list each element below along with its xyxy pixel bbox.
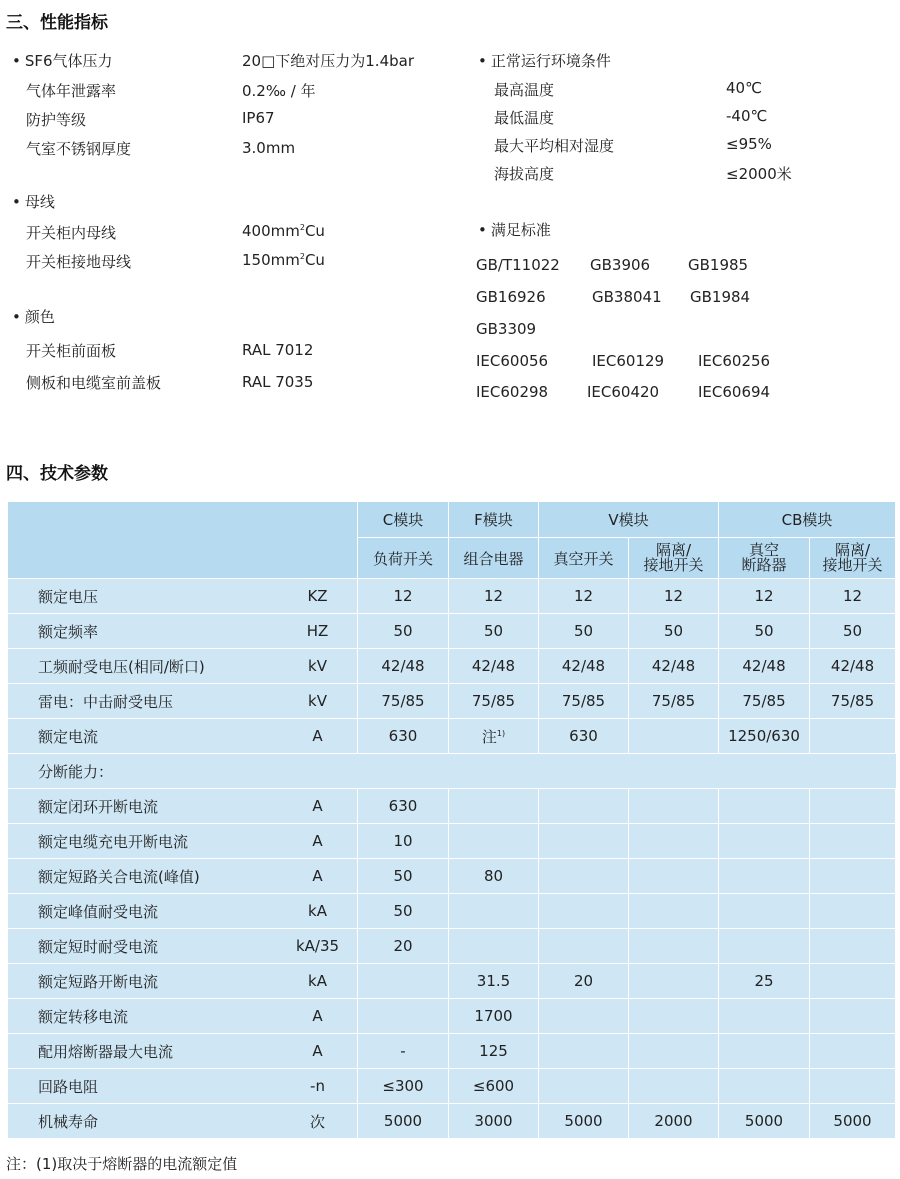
busbar-ground-value: $150mm^2Cu$ [242,251,325,269]
cell-value: 42/48 [719,649,810,684]
row-unit: KZ [278,579,358,614]
cell-value [629,719,719,754]
device-header: 负荷开关 [358,538,449,579]
busbar-inner-value: $400mm^2Cu$ [242,222,325,240]
table-section-row [8,754,896,789]
cell-value: 10 [358,824,449,859]
cell-value: 75/85 [358,684,449,719]
cell-value [539,824,629,859]
cell-value [719,1034,810,1069]
cell-value [539,999,629,1034]
cell-value: 42/48 [539,649,629,684]
cell-value: 20 [358,929,449,964]
busbar-ground-label: 开关柜接地母线 [26,253,132,271]
cell-value: 5000 [358,1104,449,1139]
row-unit: -n [278,1069,358,1104]
cell-value: 2000 [629,1104,719,1139]
standards-title: • 满足标准 [478,219,551,240]
altitude-value: ≤2000米 [726,165,792,183]
cell-value [719,999,810,1034]
cell-value [810,929,896,964]
row-unit: kA/35 [278,929,358,964]
cell-value: 12 [449,579,539,614]
cell-value [539,929,629,964]
cell-value: 1250/630 [719,719,810,754]
table-row [8,649,896,684]
table-row [8,929,896,964]
standard-item: IEC60694 [698,383,771,401]
cell-value: 75/85 [629,684,719,719]
row-unit: kA [278,894,358,929]
row-label: 配用熔断器最大电流 [8,1034,278,1069]
cell-value [629,824,719,859]
cell-value: 3000 [449,1104,539,1139]
module-cb-header: CB模块 [719,502,896,538]
cell-value: 630 [358,719,449,754]
module-c-header: C模块 [358,502,449,538]
module-f-header: F模块 [449,502,539,538]
standard-item: GB38041 [592,288,662,306]
cell-value [810,964,896,999]
standard-item: GB1984 [690,288,751,306]
thickness-value: 3.0mm [242,139,296,157]
cell-value [810,719,896,754]
cell-value [719,929,810,964]
device-header: 真空 断路器 [719,538,810,579]
cell-value: 12 [719,579,810,614]
cell-value [810,1069,896,1104]
module-v-header: V模块 [539,502,719,538]
cell-value [629,789,719,824]
color-title: • 颜色 [12,306,55,327]
cell-value [629,929,719,964]
row-label: 分断能力： [8,754,896,789]
standard-item: GB/T11022 [476,256,560,274]
min-temp-label: 最低温度 [494,109,555,127]
table-row [8,999,896,1034]
cell-value: 75/85 [810,684,896,719]
standard-item: IEC60129 [592,352,665,370]
humidity-value: ≤95% [726,135,772,153]
cell-value [449,789,539,824]
cell-value: 630 [539,719,629,754]
footnote: 注：(1)取决于熔断器的电流额定值 [6,1155,238,1173]
cell-value [539,1069,629,1104]
row-label: 额定峰值耐受电流 [8,894,278,929]
row-label: 额定电压 [8,579,278,614]
table-row [8,1034,896,1069]
cell-value [539,859,629,894]
busbar-inner-label: 开关柜内母线 [26,224,117,242]
leak-rate-value: 0.2‰ / 年 [242,82,316,100]
cell-value [810,1034,896,1069]
table-row [8,859,896,894]
protection-value: IP67 [242,109,275,127]
table-row [8,579,896,614]
module-header-row [8,502,896,538]
table-row [8,1104,896,1139]
altitude-label: 海拔高度 [494,165,555,183]
cell-value: 42/48 [449,649,539,684]
row-label: 额定电流 [8,719,278,754]
cell-value: 50 [358,859,449,894]
row-unit: A [278,824,358,859]
cell-value [358,999,449,1034]
device-header: 隔离/ 接地开关 [810,538,896,579]
cell-value: 42/48 [629,649,719,684]
standard-item: GB3906 [590,256,651,274]
sf6-pressure-label: • SF6气体压力 [12,50,113,71]
cell-value: 12 [358,579,449,614]
cell-value: 12 [810,579,896,614]
cell-value: 50 [539,614,629,649]
cell-value [719,789,810,824]
standard-item: IEC60256 [698,352,771,370]
cell-value: 12 [629,579,719,614]
cell-value: 50 [358,894,449,929]
standard-item: IEC60298 [476,383,549,401]
cell-value: 5000 [810,1104,896,1139]
section4-title: 四、技术参数 [6,464,108,484]
cell-value [719,894,810,929]
row-label: 额定转移电流 [8,999,278,1034]
standard-item: GB16926 [476,288,546,306]
cell-value: 5000 [539,1104,629,1139]
row-label: 额定短路开断电流 [8,964,278,999]
cell-value: 50 [629,614,719,649]
busbar-title: • 母线 [12,191,55,212]
row-label: 回路电阻 [8,1069,278,1104]
table-row [8,964,896,999]
max-temp-value: 40℃ [726,79,762,97]
protection-label: 防护等级 [26,111,87,129]
row-label: 额定电缆充电开断电流 [8,824,278,859]
thickness-label: 气室不锈钢厚度 [26,140,132,158]
cell-value [358,964,449,999]
cell-value: 50 [810,614,896,649]
cell-value [629,964,719,999]
standard-item: IEC60056 [476,352,549,370]
cell-value [539,894,629,929]
cell-value [629,894,719,929]
row-label: 额定频率 [8,614,278,649]
cell-value: 5000 [719,1104,810,1139]
row-unit: kV [278,649,358,684]
row-label: 额定短路关合电流(峰值) [8,859,278,894]
cell-value [629,1069,719,1104]
cell-value [719,1069,810,1104]
cell-value: 50 [719,614,810,649]
cell-value: 125 [449,1034,539,1069]
device-header: 隔离/ 接地开关 [629,538,719,579]
cell-value: 25 [719,964,810,999]
cell-value: 20 [539,964,629,999]
cell-value: 1700 [449,999,539,1034]
leak-rate-label: 气体年泄露率 [26,82,117,100]
cell-value [539,789,629,824]
standard-item: IEC60420 [587,383,660,401]
cell-value [719,859,810,894]
cell-value [719,824,810,859]
cell-value: 注$^{1)}$ [449,719,539,754]
row-unit: A [278,859,358,894]
cell-value [629,859,719,894]
row-label: 机械寿命 [8,1104,278,1139]
cell-value: 42/48 [810,649,896,684]
cell-value [449,894,539,929]
table-row [8,614,896,649]
row-unit: kA [278,964,358,999]
cell-value [810,824,896,859]
table-row [8,1069,896,1104]
row-unit: 次 [278,1104,358,1139]
cell-value [810,894,896,929]
front-panel-label: 开关柜前面板 [26,342,117,360]
row-label: 额定短时耐受电流 [8,929,278,964]
cell-value [449,824,539,859]
row-unit: A [278,719,358,754]
table-row [8,684,896,719]
row-label: 雷电：中击耐受电压 [8,684,278,719]
cell-value: 630 [358,789,449,824]
cell-value: 75/85 [449,684,539,719]
cell-value: 31.5 [449,964,539,999]
cell-value [629,1034,719,1069]
cell-value: 50 [358,614,449,649]
cell-value: 80 [449,859,539,894]
row-unit: A [278,999,358,1034]
cell-value [810,859,896,894]
cell-value: 75/85 [539,684,629,719]
row-label: 额定闭环开断电流 [8,789,278,824]
header-blank [8,502,358,579]
cell-value: 50 [449,614,539,649]
tech-params-table [8,502,896,1139]
row-unit: HZ [278,614,358,649]
min-temp-value: -40℃ [726,107,768,125]
cell-value: 75/85 [719,684,810,719]
table-row [8,824,896,859]
cell-value: 12 [539,579,629,614]
table-row [8,719,896,754]
device-header: 组合电器 [449,538,539,579]
cell-value: ≤600 [449,1069,539,1104]
sf6-pressure-value: 20□下绝对压力为1.4bar [242,52,414,70]
table-row [8,789,896,824]
cell-value: - [358,1034,449,1069]
standard-item: GB1985 [688,256,749,274]
row-unit: kV [278,684,358,719]
cell-value [449,929,539,964]
standard-item: GB3309 [476,320,537,338]
cell-value [629,999,719,1034]
side-panel-label: 侧板和电缆室前盖板 [26,374,162,392]
environment-title: • 正常运行环境条件 [478,50,611,71]
cell-value: 42/48 [358,649,449,684]
humidity-label: 最大平均相对湿度 [494,137,615,155]
row-unit: A [278,1034,358,1069]
cell-value: ≤300 [358,1069,449,1104]
row-unit: A [278,789,358,824]
table-row [8,894,896,929]
cell-value [810,999,896,1034]
front-panel-value: RAL 7012 [242,341,314,359]
max-temp-label: 最高温度 [494,81,555,99]
device-header: 真空开关 [539,538,629,579]
section3-title: 三、性能指标 [6,13,108,33]
row-label: 工频耐受电压(相同/断口) [8,649,278,684]
cell-value [810,789,896,824]
cell-value [539,1034,629,1069]
side-panel-value: RAL 7035 [242,373,314,391]
